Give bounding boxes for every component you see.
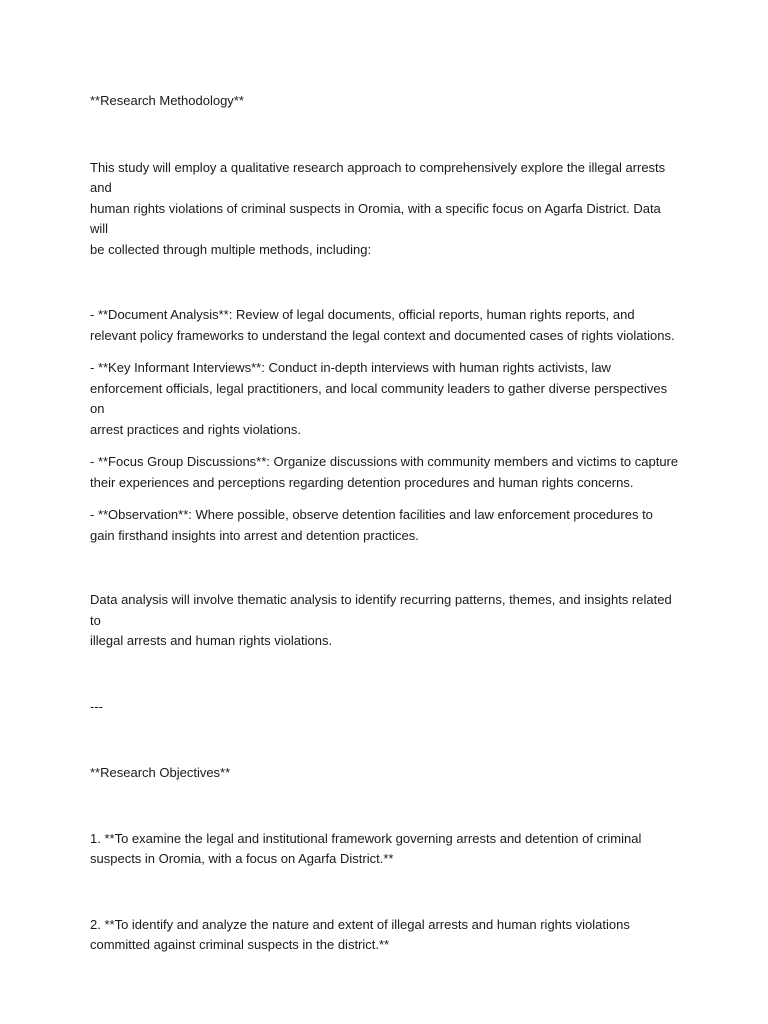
document-page	[90, 91, 682, 956]
analysis-paragraph: Data analysis will involve thematic analysis to identify recurring patterns, themes, and insights related to illegal arrests and human rights violations.	[90, 592, 672, 648]
objective-item-1: 1. **To examine the legal and institutional framework governing arrests and detention of criminal suspects in Oromia, with a focus on Agarfa District.**	[90, 830, 642, 866]
methodology-intro-paragraph: This study will employ a qualitative research approach to comprehensively explore the illegal arrests and human rights violations of criminal suspects in Oromia, with a specific focus on Agarfa District. Data will be collected through multiple methods, including:	[90, 159, 666, 257]
methodology-heading: **Research Methodology**	[90, 93, 244, 108]
method-item-key-informant-interviews: - **Key Informant Interviews**: Conduct in-depth interviews with human rights activists, law enforcement officials, legal practitioners, and local community leaders to gather diverse perspectives on arrest practices and rights violations.	[90, 360, 668, 437]
method-item-document-analysis: - **Document Analysis**: Review of legal documents, official reports, human rights reports, and relevant policy frameworks to understand the legal context and documented cases of rights violations.	[90, 307, 675, 343]
objective-item-2: 2. **To identify and analyze the nature and extent of illegal arrests and human rights violations committed against criminal suspects in the district.**	[90, 916, 630, 952]
objectives-heading: **Research Objectives**	[90, 765, 231, 780]
section-separator: ---	[90, 698, 103, 714]
method-item-observation: - **Observation**: Where possible, observe detention facilities and law enforcement procedures to gain firsthand insights into arrest and detention practices.	[90, 507, 653, 543]
method-item-focus-group-discussions: - **Focus Group Discussions**: Organize discussions with community members and victims to capture their experiences and perceptions regarding detention procedures and human rights concerns.	[90, 454, 679, 490]
